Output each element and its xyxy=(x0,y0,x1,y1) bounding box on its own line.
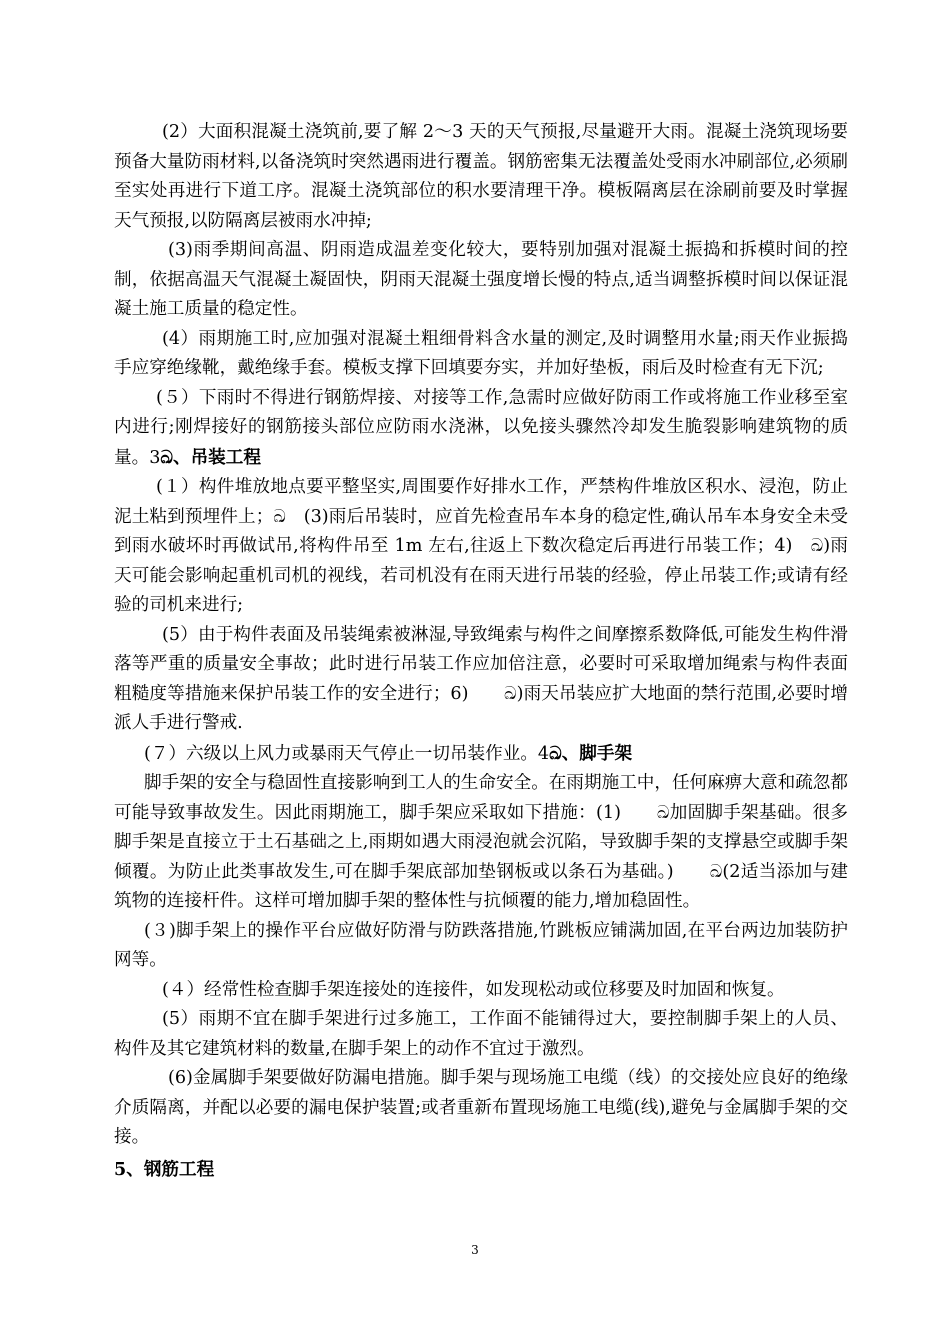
paragraph xyxy=(114,118,848,236)
paragraph-text: (6)金属脚手架要做好防漏电措施。脚手架与现场施工电缆（线）的交接处应良好的绝缘介质隔离，并配以必要的漏电保护装置;或者重新布置现场施工电缆(线),避免与金属脚手架的交接。 xyxy=(114,1068,848,1147)
paragraph xyxy=(114,473,848,621)
paragraph xyxy=(114,769,848,917)
paragraph-text: (4）雨期施工时,应加强对混凝土粗细骨料含水量的测定,及时调整用水量;雨天作业振捣手应穿绝缘靴，戴绝缘手套。模板支撑下回填要夯实，并加好垫板，雨后及时检查有无下沉; xyxy=(114,328,848,378)
paragraph xyxy=(114,236,848,325)
inline-subheading: ඛ、脚手架 xyxy=(549,742,633,764)
paragraph-text: (５）下雨时不得进行钢筋焊接、对接等工作,急需时应做好防雨工作或将施工作业移至室内进行;刚焊接好的钢筋接头部位应防雨水浇淋，以免接头骤然冷却发生脆裂影响建筑物的质量。3 xyxy=(114,387,848,468)
paragraph xyxy=(114,325,848,384)
paragraph xyxy=(114,621,848,739)
paragraph xyxy=(114,1005,848,1064)
paragraph xyxy=(114,384,848,474)
paragraph-text: (１）构件堆放地点要平整坚实,周围要作好排水工作，严禁构件堆放区积水、浸泡，防止泥土粘到预埋件上；ඛ (3)雨后吊装时，应首先检查吊车本身的稳定性,确认吊车本身安全未受到雨水破坏时再做试吊,将构件吊至 1m 左右,往返上下数次稳定后再进行吊装工作；4) ඛ)雨天可能会影响起重机司机的视线，若司机没有在雨天进行吊装的经验，停止吊装工作;或请有经验的司机来进行; xyxy=(114,477,848,615)
paragraph-text: 脚手架的安全与稳固性直接影响到工人的生命安全。在雨期施工中，任何麻痹大意和疏忽都可能导致事故发生。因此雨期施工，脚手架应采取如下措施：(1) ඛ加固脚手架基础。很多脚手架是直接立于土石基础之上,雨期如遇大雨浸泡就会沉陷，导致脚手架的支撑悬空或脚手架倾覆。为防止此类事故发生,可在脚手架底部加垫钢板或以条石为基础。) ඛ(2适当添加与建筑物的连接杆件。这样可增加脚手架的整体性与抗倾覆的能力,增加稳固性。 xyxy=(114,773,848,911)
paragraph-text: (3)雨季期间高温、阴雨造成温差变化较大，要特别加强对混凝土振捣和拆模时间的控制，依据高温天气混凝土凝固快，阴雨天混凝土强度增长慢的特点,适当调整拆模时间以保证混凝土施工质量的稳定性。 xyxy=(114,240,848,319)
paragraph xyxy=(114,976,848,1006)
document-body xyxy=(114,118,848,1184)
paragraph-text: (７）六级以上风力或暴雨天气停止一切吊装作业。4 xyxy=(144,743,550,764)
paragraph-text: (5）雨期不宜在脚手架进行过多施工，工作面不能铺得过大，要控制脚手架上的人员、构件及其它建筑材料的数量,在脚手架上的动作不宜过于激烈。 xyxy=(114,1009,848,1059)
inline-subheading: ඛ、吊装工程 xyxy=(160,446,261,468)
paragraph xyxy=(114,1064,848,1153)
paragraph-list xyxy=(114,118,848,1153)
section-heading: 5、钢筋工程 xyxy=(114,1158,215,1180)
paragraph-text: (４）经常性检查脚手架连接处的连接件，如发现松动或位移要及时加固和恢复。 xyxy=(162,979,785,1000)
paragraph-text: (2）大面积混凝土浇筑前,要了解 2～3 天的天气预报,尽量避开大雨。混凝土浇筑现场要预备大量防雨材料,以备浇筑时突然遇雨进行覆盖。钢筋密集无法覆盖处受雨水冲刷部位,必须刷至实处再进行下道工序。混凝土浇筑部位的积水要清理干净。模板隔离层在涂刷前要及时掌握天气预报,以防隔离层被雨水冲掉; xyxy=(114,122,848,231)
paragraph xyxy=(114,917,848,976)
paragraph xyxy=(114,739,848,770)
page-number: 3 xyxy=(471,1243,479,1257)
paragraph-text: (３)脚手架上的操作平台应做好防滑与防跌落措施,竹跳板应铺满加固,在平台两边加装防护网等。 xyxy=(114,920,848,970)
paragraph-text: (5）由于构件表面及吊装绳索被淋湿,导致绳索与构件之间摩擦系数降低,可能发生构件滑落等严重的质量安全事故；此时进行吊装工作应加倍注意，必要时可采取增加绳索与构件表面粗糙度等措施来保护吊装工作的安全进行；6) ඛ)雨天吊装应扩大地面的禁行范围,必要时增派人手进行警戒. xyxy=(114,624,848,733)
